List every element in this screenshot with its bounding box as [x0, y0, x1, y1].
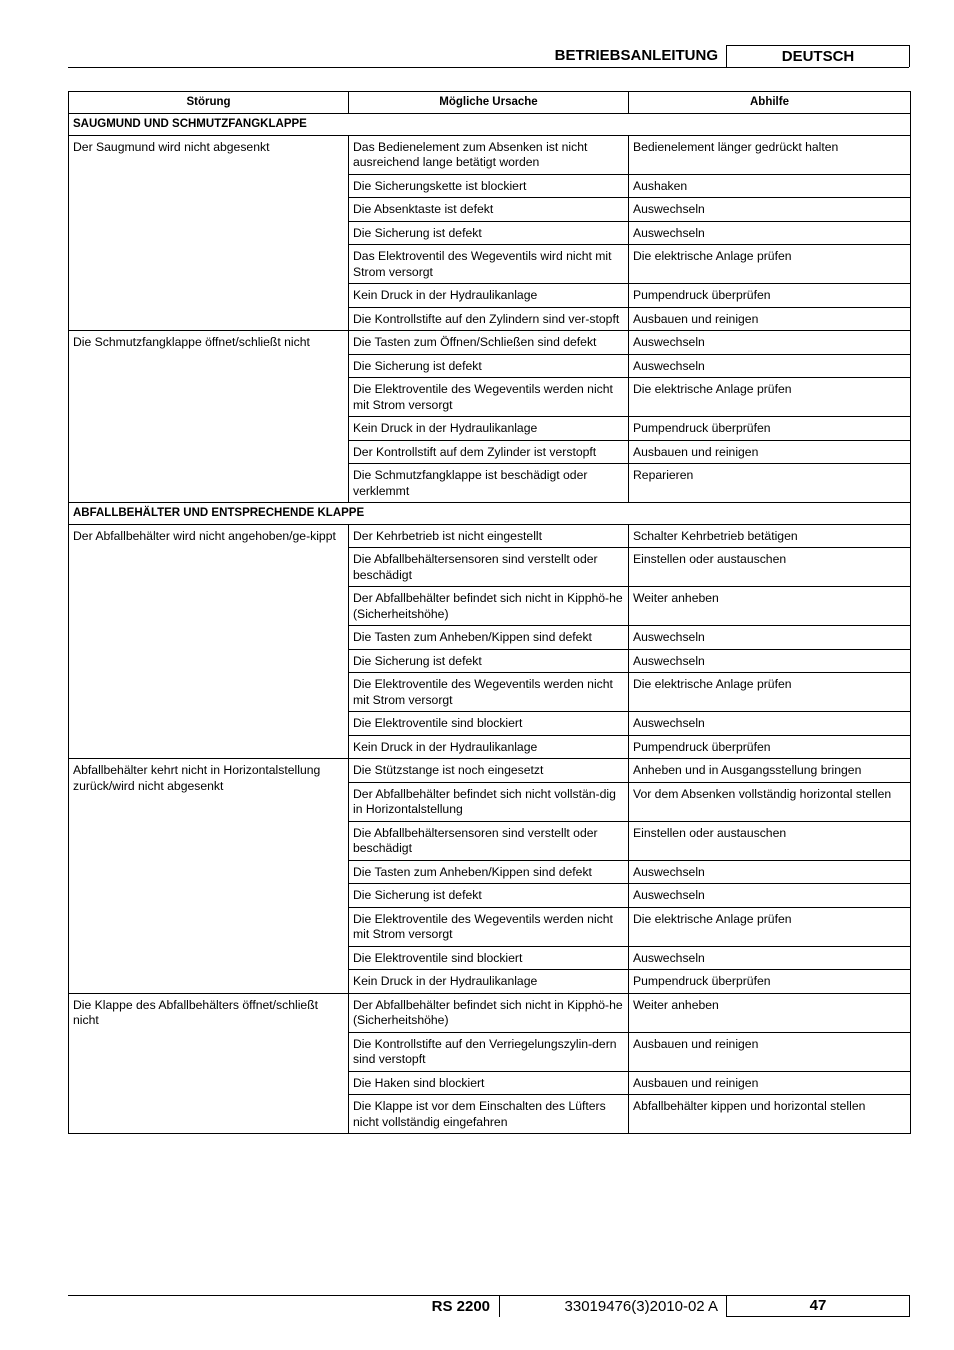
cause-cell: Die Klappe ist vor dem Einschalten des Lüfters nicht vollständig eingefahren — [349, 1095, 629, 1134]
cause-cell: Kein Druck in der Hydraulikanlage — [349, 417, 629, 441]
cause-cell: Kein Druck in der Hydraulikanlage — [349, 284, 629, 308]
cause-cell: Die Tasten zum Anheben/Kippen sind defekt — [349, 860, 629, 884]
section-row — [69, 503, 911, 525]
remedy-cell: Auswechseln — [629, 884, 911, 908]
remedy-cell: Auswechseln — [629, 712, 911, 736]
remedy-cell: Auswechseln — [629, 221, 911, 245]
cause-cell: Die Schmutzfangklappe ist beschädigt oder verklemmt — [349, 464, 629, 503]
remedy-cell: Die elektrische Anlage prüfen — [629, 907, 911, 946]
document-code: 33019476(3)2010-02 A — [564, 1298, 718, 1315]
cause-cell: Die Abfallbehältersensoren sind verstellt oder beschädigt — [349, 548, 629, 587]
cause-cell: Die Kontrollstifte auf den Verriegelungszylin-dern sind verstopft — [349, 1032, 629, 1071]
section-row — [69, 114, 911, 136]
cause-cell: Der Abfallbehälter befindet sich nicht in Kipphö-he (Sicherheitshöhe) — [349, 587, 629, 626]
page-number: 47 — [726, 1295, 910, 1317]
column-header-fault: Störung — [69, 92, 349, 114]
remedy-cell: Bedienelement länger gedrückt halten — [629, 135, 911, 174]
table-row — [69, 759, 911, 783]
remedy-cell: Reparieren — [629, 464, 911, 503]
cause-cell: Die Abfallbehältersensoren sind verstellt oder beschädigt — [349, 821, 629, 860]
remedy-cell: Einstellen oder austauschen — [629, 821, 911, 860]
cause-cell: Die Tasten zum Öffnen/Schließen sind defekt — [349, 331, 629, 355]
table-row — [69, 135, 911, 174]
cause-cell: Die Sicherung ist defekt — [349, 354, 629, 378]
model-label: RS 2200 — [431, 1298, 490, 1315]
remedy-cell: Auswechseln — [629, 198, 911, 222]
fault-cell: Der Saugmund wird nicht abgesenkt — [69, 135, 349, 331]
remedy-cell: Auswechseln — [629, 860, 911, 884]
remedy-cell: Ausbauen und reinigen — [629, 307, 911, 331]
cause-cell: Die Kontrollstifte auf den Zylindern sind ver-stopft — [349, 307, 629, 331]
remedy-cell: Auswechseln — [629, 354, 911, 378]
remedy-cell: Weiter anheben — [629, 587, 911, 626]
fault-cell: Der Abfallbehälter wird nicht angehoben/ge-kippt — [69, 524, 349, 759]
cause-cell: Die Sicherung ist defekt — [349, 221, 629, 245]
cause-cell: Die Elektroventile des Wegeventils werden nicht mit Strom versorgt — [349, 378, 629, 417]
cause-cell: Die Tasten zum Anheben/Kippen sind defekt — [349, 626, 629, 650]
remedy-cell: Abfallbehälter kippen und horizontal stellen — [629, 1095, 911, 1134]
remedy-cell: Ausbauen und reinigen — [629, 1071, 911, 1095]
remedy-cell: Schalter Kehrbetrieb betätigen — [629, 524, 911, 548]
cause-cell: Die Elektroventile des Wegeventils werden nicht mit Strom versorgt — [349, 907, 629, 946]
remedy-cell: Pumpendruck überprüfen — [629, 735, 911, 759]
column-header-remedy: Abhilfe — [629, 92, 911, 114]
cause-cell: Die Haken sind blockiert — [349, 1071, 629, 1095]
remedy-cell: Ausbauen und reinigen — [629, 440, 911, 464]
remedy-cell: Auswechseln — [629, 626, 911, 650]
remedy-cell: Aushaken — [629, 174, 911, 198]
language-label: DEUTSCH — [726, 45, 910, 67]
remedy-cell: Die elektrische Anlage prüfen — [629, 378, 911, 417]
remedy-cell: Die elektrische Anlage prüfen — [629, 673, 911, 712]
manual-title: BETRIEBSANLEITUNG — [554, 47, 718, 64]
remedy-cell: Pumpendruck überprüfen — [629, 284, 911, 308]
troubleshooting-table — [68, 91, 911, 1134]
table-row — [69, 993, 911, 1032]
fault-cell: Die Klappe des Abfallbehälters öffnet/schließt nicht — [69, 993, 349, 1134]
cause-cell: Die Absenktaste ist defekt — [349, 198, 629, 222]
remedy-cell: Vor dem Absenken vollständig horizontal stellen — [629, 782, 911, 821]
cause-cell: Die Elektroventile sind blockiert — [349, 946, 629, 970]
cause-cell: Der Kontrollstift auf dem Zylinder ist verstopft — [349, 440, 629, 464]
remedy-cell: Auswechseln — [629, 649, 911, 673]
cause-cell: Der Kehrbetrieb ist nicht eingestellt — [349, 524, 629, 548]
table-header-row — [69, 92, 911, 114]
remedy-cell: Einstellen oder austauschen — [629, 548, 911, 587]
remedy-cell: Die elektrische Anlage prüfen — [629, 245, 911, 284]
fault-cell: Die Schmutzfangklappe öffnet/schließt nicht — [69, 331, 349, 503]
remedy-cell: Pumpendruck überprüfen — [629, 970, 911, 994]
cause-cell: Der Abfallbehälter befindet sich nicht vollstän-dig in Horizontalstellung — [349, 782, 629, 821]
remedy-cell: Pumpendruck überprüfen — [629, 417, 911, 441]
cause-cell: Die Sicherung ist defekt — [349, 649, 629, 673]
cause-cell: Die Elektroventile des Wegeventils werden nicht mit Strom versorgt — [349, 673, 629, 712]
cause-cell: Das Elektroventil des Wegeventils wird nicht mit Strom versorgt — [349, 245, 629, 284]
remedy-cell: Ausbauen und reinigen — [629, 1032, 911, 1071]
cause-cell: Die Stützstange ist noch eingesetzt — [349, 759, 629, 783]
table-row — [69, 524, 911, 548]
section-title: SAUGMUND UND SCHMUTZFANGKLAPPE — [69, 114, 911, 136]
cause-cell: Kein Druck in der Hydraulikanlage — [349, 970, 629, 994]
section-title: ABFALLBEHÄLTER UND ENTSPRECHENDE KLAPPE — [69, 503, 911, 525]
column-header-cause: Mögliche Ursache — [349, 92, 629, 114]
fault-cell: Abfallbehälter kehrt nicht in Horizontalstellung zurück/wird nicht abgesenkt — [69, 759, 349, 994]
table-row — [69, 331, 911, 355]
cause-cell: Kein Druck in der Hydraulikanlage — [349, 735, 629, 759]
cause-cell: Die Sicherungskette ist blockiert — [349, 174, 629, 198]
cause-cell: Der Abfallbehälter befindet sich nicht in Kipphö-he (Sicherheitshöhe) — [349, 993, 629, 1032]
cause-cell: Die Sicherung ist defekt — [349, 884, 629, 908]
remedy-cell: Anheben und in Ausgangsstellung bringen — [629, 759, 911, 783]
remedy-cell: Auswechseln — [629, 331, 911, 355]
remedy-cell: Auswechseln — [629, 946, 911, 970]
table-body — [69, 114, 911, 1134]
remedy-cell: Weiter anheben — [629, 993, 911, 1032]
cause-cell: Die Elektroventile sind blockiert — [349, 712, 629, 736]
cause-cell: Das Bedienelement zum Absenken ist nicht ausreichend lange betätigt worden — [349, 135, 629, 174]
